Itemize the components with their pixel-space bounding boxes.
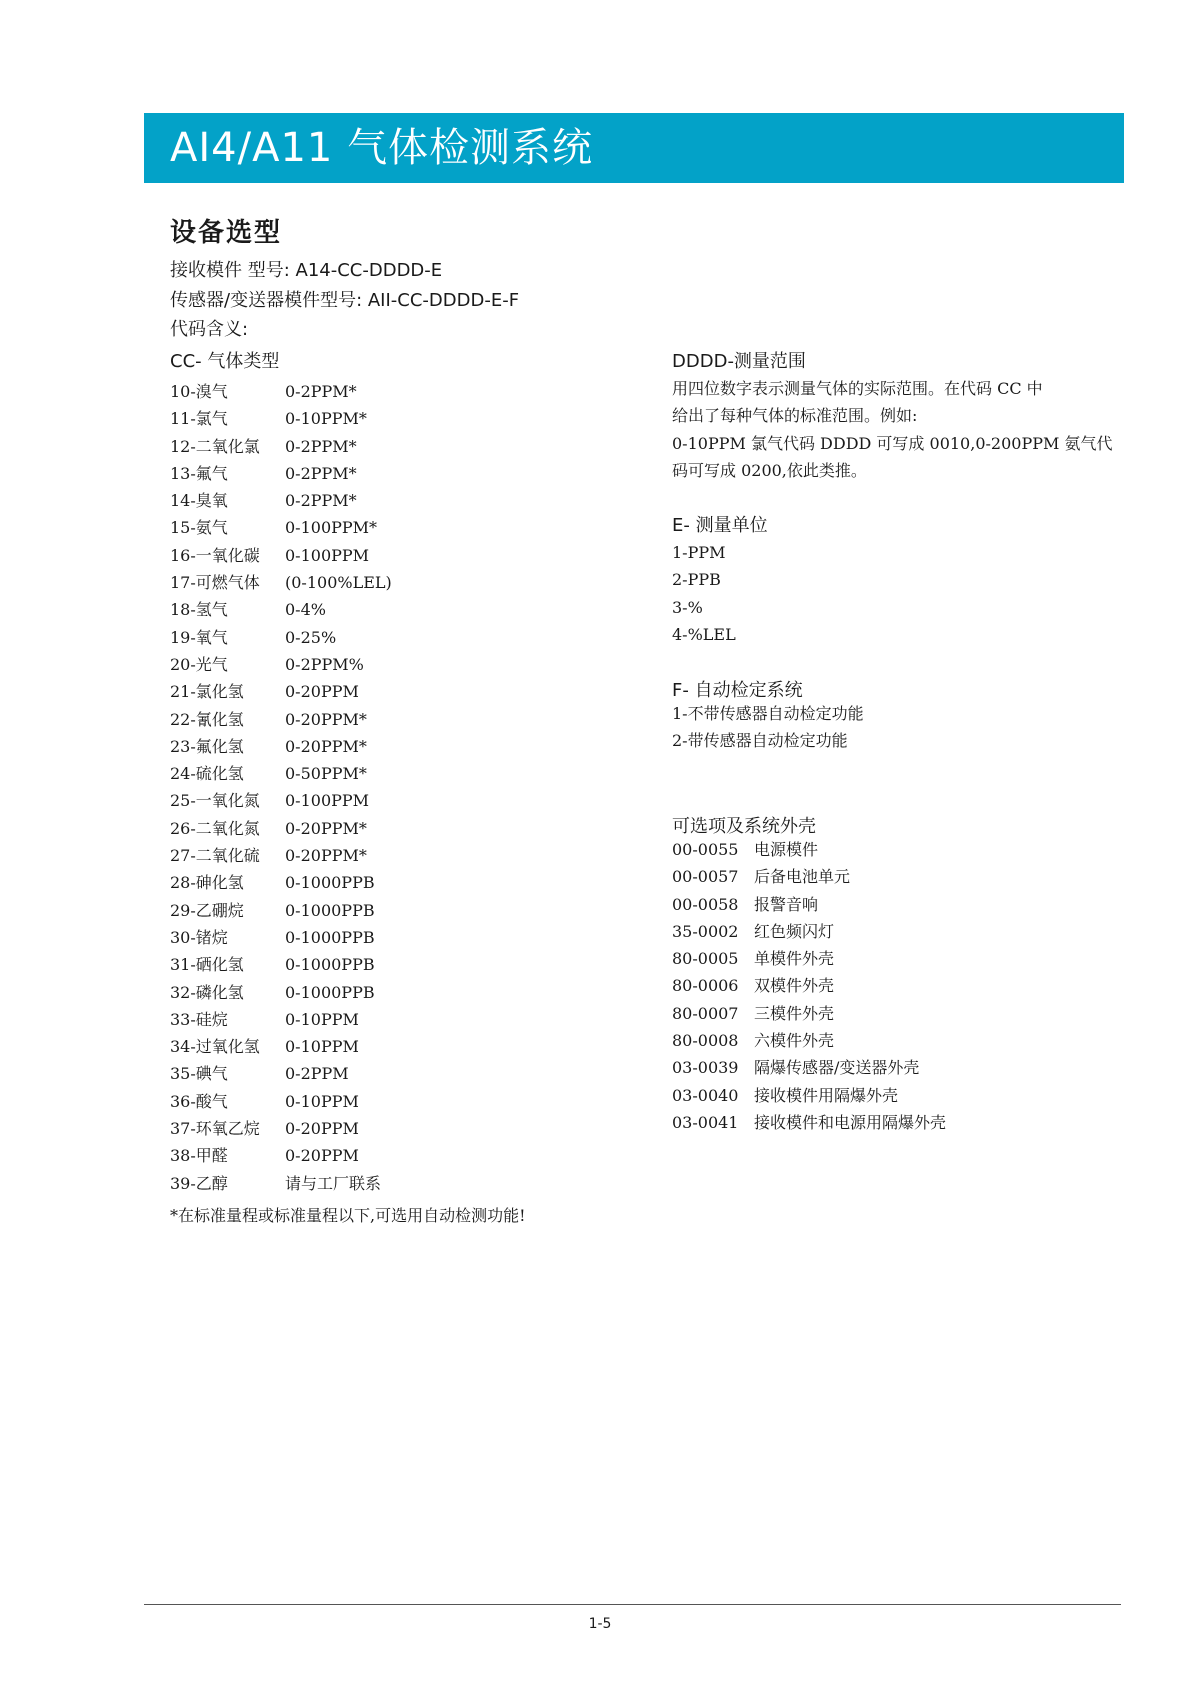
option-description: 红色频闪灯	[754, 921, 835, 941]
gas-range: (0-100%LEL)	[285, 573, 392, 593]
option-description: 接收模件和电源用隔爆外壳	[754, 1112, 947, 1132]
footer-rule	[144, 1604, 1121, 1605]
gas-type-row	[170, 951, 392, 978]
gas-type-row	[170, 405, 392, 432]
gas-type-row	[170, 378, 392, 405]
gas-range: 0-20PPM*	[285, 818, 367, 838]
list-item: 3-%	[672, 597, 703, 617]
gas-name: 28-砷化氢	[170, 873, 244, 893]
gas-name: 30-锗烷	[170, 927, 228, 947]
option-code: 00-0058	[672, 894, 739, 914]
gas-range: 0-25%	[285, 627, 337, 647]
gas-type-row	[170, 760, 392, 787]
gas-name: 29-乙硼烷	[170, 900, 244, 920]
option-description: 接收模件用隔爆外壳	[754, 1085, 899, 1105]
dddd-line: 码可写成 0200,依此类推。	[672, 460, 867, 480]
title-banner: AI4/A11 气体检测系统	[144, 113, 1124, 183]
f-auto-list	[672, 700, 864, 755]
gas-name: 37-环氧乙烷	[170, 1119, 260, 1139]
e-unit-heading: E- 测量单位	[672, 515, 768, 536]
option-row	[672, 1054, 946, 1081]
gas-name: 20-光气	[170, 654, 228, 674]
option-code: 80-0008	[672, 1031, 739, 1051]
dddd-heading: DDDD-测量范围	[672, 351, 806, 372]
option-description: 三模件外壳	[754, 1003, 835, 1023]
gas-type-row	[170, 706, 392, 733]
gas-range: 0-2PPM*	[285, 382, 357, 401]
gas-name: 33-硅烷	[170, 1009, 228, 1029]
gas-type-row	[170, 596, 392, 623]
option-description: 单模件外壳	[754, 949, 835, 969]
gas-range: 0-20PPM	[285, 1119, 359, 1139]
gas-type-row	[170, 678, 392, 705]
gas-type-row	[170, 514, 392, 541]
gas-type-row	[170, 1006, 392, 1033]
list-item: 4-%LEL	[672, 624, 736, 644]
gas-name: 24-硫化氢	[170, 764, 244, 784]
gas-type-list	[170, 378, 392, 1197]
gas-range: 0-20PPM	[285, 682, 359, 702]
option-code: 00-0057	[672, 867, 739, 887]
option-description: 后备电池单元	[754, 867, 851, 887]
list-item: 1-PPM	[672, 543, 726, 562]
footnote: *在标准量程或标准量程以下,可选用自动检测功能!	[170, 1206, 526, 1225]
option-description: 报警音响	[754, 894, 819, 914]
option-row	[672, 1109, 946, 1136]
option-code: 00-0055	[672, 840, 739, 859]
dddd-line: 0-10PPM 氯气代码 DDDD 可写成 0010,0-200PPM 氨气代	[672, 433, 1113, 453]
options-list	[672, 836, 946, 1136]
options-heading: 可选项及系统外壳	[672, 816, 816, 837]
gas-range: 0-1000PPB	[285, 955, 375, 975]
gas-range: 0-1000PPB	[285, 873, 375, 893]
gas-type-row	[170, 460, 392, 487]
dddd-line: 用四位数字表示测量气体的实际范围。在代码 CC 中	[672, 379, 1043, 398]
e-unit-list	[672, 539, 736, 648]
option-code: 80-0006	[672, 976, 739, 996]
gas-name: 19-氧气	[170, 627, 228, 647]
gas-range: 0-10PPM	[285, 1009, 359, 1029]
gas-range: 0-100PPM	[285, 791, 370, 811]
option-code: 35-0002	[672, 921, 739, 941]
option-row	[672, 1000, 946, 1027]
gas-name: 15-氨气	[170, 518, 228, 538]
f-auto-heading: F- 自动检定系统	[672, 680, 803, 701]
dddd-line: 给出了每种气体的标准范围。例如:	[672, 406, 918, 426]
gas-range: 0-2PPM%	[285, 654, 364, 674]
gas-name: 21-氯化氢	[170, 682, 244, 702]
gas-type-row	[170, 842, 392, 869]
gas-range: 0-10PPM	[285, 1091, 359, 1111]
gas-type-row	[170, 897, 392, 924]
gas-type-row	[170, 1142, 392, 1169]
gas-type-row	[170, 1170, 392, 1197]
gas-name: 32-磷化氢	[170, 982, 244, 1002]
gas-range: 0-1000PPB	[285, 927, 375, 947]
gas-name: 10-溴气	[170, 382, 228, 401]
sensor-model: 传感器/变送器模件型号: AII-CC-DDDD-E-F	[170, 290, 520, 311]
list-item: 2-带传感器自动检定功能	[672, 731, 848, 751]
gas-range: 0-1000PPB	[285, 900, 375, 920]
option-row	[672, 836, 946, 863]
gas-range: 0-2PPM	[285, 1064, 349, 1084]
option-code: 03-0041	[672, 1112, 739, 1132]
gas-type-row	[170, 733, 392, 760]
gas-type-row	[170, 433, 392, 460]
gas-name: 34-过氧化氢	[170, 1037, 260, 1057]
gas-type-row	[170, 1115, 392, 1142]
option-description: 隔爆传感器/变送器外壳	[754, 1058, 920, 1078]
gas-type-row	[170, 487, 392, 514]
gas-name: 26-二氧化氮	[170, 818, 260, 838]
gas-name: 18-氢气	[170, 600, 228, 620]
gas-range: 0-4%	[285, 600, 326, 620]
gas-name: 36-酸气	[170, 1091, 228, 1111]
gas-name: 39-乙醇	[170, 1173, 228, 1193]
option-description: 电源模件	[754, 840, 819, 859]
gas-name: 38-甲醛	[170, 1146, 228, 1166]
code-meaning-label: 代码含义:	[170, 319, 249, 340]
option-code: 03-0039	[672, 1058, 739, 1078]
gas-range: 请与工厂联系	[285, 1173, 382, 1193]
gas-name: 23-氟化氢	[170, 736, 244, 756]
gas-range: 0-20PPM	[285, 1146, 359, 1166]
gas-range: 0-2PPM*	[285, 436, 357, 456]
gas-type-row	[170, 624, 392, 651]
option-row	[672, 891, 946, 918]
option-row	[672, 972, 946, 999]
gas-type-row	[170, 542, 392, 569]
option-row	[672, 863, 946, 890]
gas-type-row	[170, 1088, 392, 1115]
gas-type-row	[170, 569, 392, 596]
option-description: 双模件外壳	[754, 976, 835, 996]
page-number: 1-5	[588, 1616, 612, 1632]
gas-name: 25-一氧化氮	[170, 791, 260, 811]
option-code: 03-0040	[672, 1085, 739, 1105]
gas-range: 0-1000PPB	[285, 982, 375, 1002]
gas-range: 0-20PPM*	[285, 846, 367, 866]
gas-range: 0-20PPM*	[285, 709, 367, 729]
option-row	[672, 918, 946, 945]
receiver-model: 接收模件 型号: A14-CC-DDDD-E	[170, 260, 443, 281]
option-row	[672, 1027, 946, 1054]
list-item: 1-不带传感器自动检定功能	[672, 704, 864, 723]
gas-type-row	[170, 1060, 392, 1087]
option-code: 80-0005	[672, 949, 739, 969]
gas-range: 0-10PPM	[285, 1037, 359, 1057]
option-code: 80-0007	[672, 1003, 739, 1023]
gas-name: 22-氰化氢	[170, 709, 244, 729]
option-row	[672, 945, 946, 972]
gas-type-row	[170, 924, 392, 951]
gas-range: 0-50PPM*	[285, 764, 367, 784]
option-row	[672, 1082, 946, 1109]
option-description: 六模件外壳	[754, 1031, 835, 1051]
dddd-description	[672, 375, 1112, 484]
gas-name: 14-臭氧	[170, 491, 228, 511]
gas-name: 11-氯气	[170, 409, 228, 429]
gas-range: 0-10PPM*	[285, 409, 367, 429]
section-title: 设备选型	[170, 218, 283, 248]
gas-name: 12-二氧化氯	[170, 436, 260, 456]
gas-range: 0-2PPM*	[285, 463, 357, 483]
gas-type-row	[170, 651, 392, 678]
gas-type-row	[170, 815, 392, 842]
gas-name: 31-硒化氢	[170, 955, 244, 975]
gas-name: 27-二氧化硫	[170, 846, 260, 866]
list-item: 2-PPB	[672, 570, 721, 590]
gas-name: 35-碘气	[170, 1064, 228, 1084]
cc-heading: CC- 气体类型	[170, 351, 280, 372]
gas-type-row	[170, 787, 392, 814]
gas-range: 0-100PPM*	[285, 518, 378, 538]
gas-type-row	[170, 869, 392, 896]
gas-range: 0-100PPM	[285, 545, 370, 565]
gas-name: 17-可燃气体	[170, 573, 260, 593]
gas-range: 0-2PPM*	[285, 491, 357, 511]
gas-name: 16-一氧化碳	[170, 545, 260, 565]
gas-name: 13-氟气	[170, 463, 228, 483]
gas-range: 0-20PPM*	[285, 736, 367, 756]
gas-type-row	[170, 1033, 392, 1060]
gas-type-row	[170, 979, 392, 1006]
